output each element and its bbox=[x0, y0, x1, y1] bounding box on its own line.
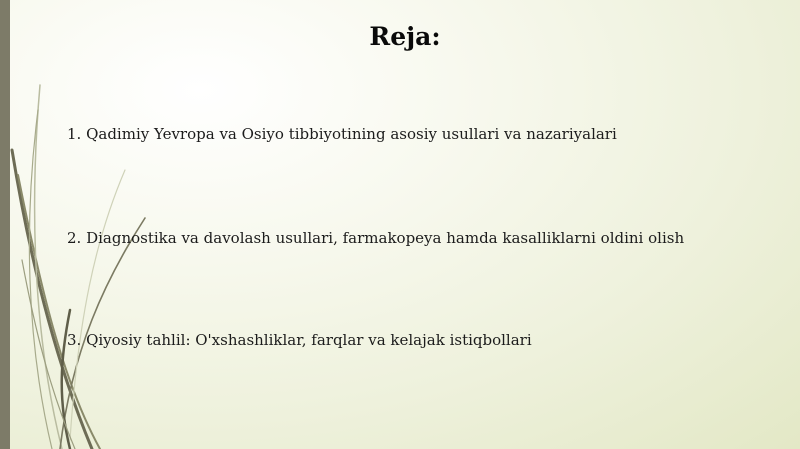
plan-item-1: 1. Qadimiy Yevropa va Osiyo tibbiyotining asosiy usullari va nazariyalari bbox=[67, 125, 617, 143]
plan-item-2: 2. Diagnostika va davolash usullari, farmakopeya hamda kasalliklarni oldini olish bbox=[67, 229, 685, 247]
slide-title: Reja: bbox=[369, 22, 441, 51]
plan-item-3: 3. Qiyosiy tahlil: O'xshashliklar, farqlar va kelajak istiqbollari bbox=[67, 331, 532, 349]
grass-stems-decoration bbox=[0, 0, 200, 449]
